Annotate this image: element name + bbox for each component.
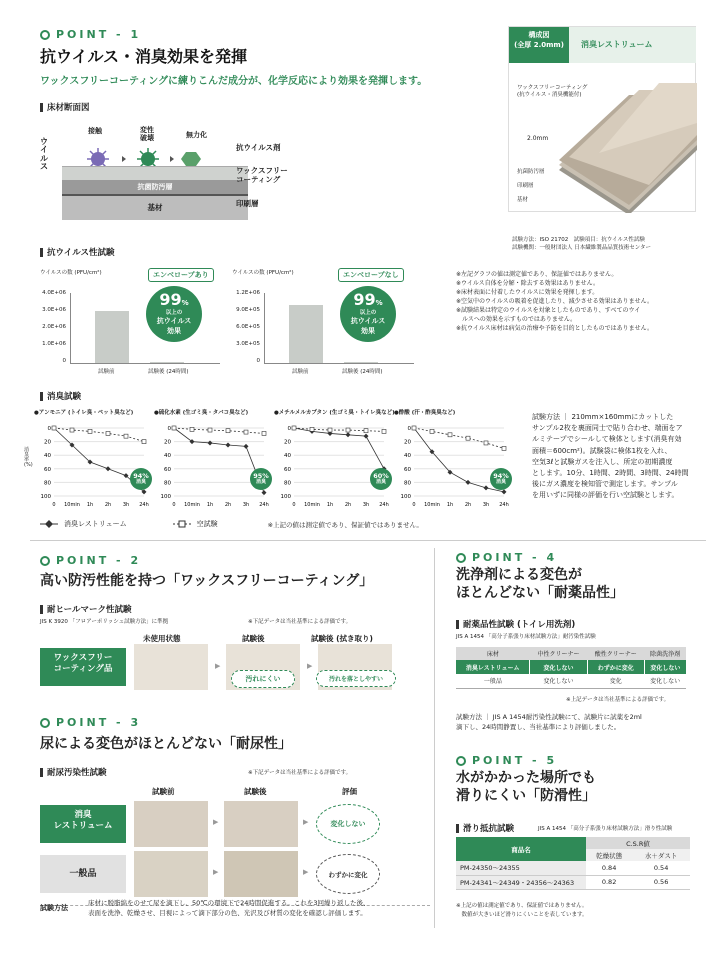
odor-method-line: 後にガス濃度を検知管で測定します。サンプル bbox=[532, 480, 678, 489]
chart2-tick: 3.0E+05 bbox=[236, 341, 260, 347]
odor-chart-title: ●酢酸 (汗・酢臭臭など) bbox=[394, 410, 456, 416]
table-cell: 一般品 bbox=[483, 678, 502, 686]
odor-method-line: サンプル2枚を裏面同士で貼り合わせ、端面をア bbox=[532, 424, 683, 433]
p3-r1-before bbox=[134, 801, 208, 847]
x-tick-label: 24h bbox=[379, 502, 389, 508]
y-tick-label: 60 bbox=[44, 466, 51, 473]
y-tick-label: 20 bbox=[284, 439, 291, 446]
table-cell: PM-24341〜24349・24356〜24363 bbox=[456, 875, 586, 889]
cross-section-diagram bbox=[40, 118, 310, 233]
odor-method-line: ルミテープでシールして検体とします(消臭有効 bbox=[532, 435, 682, 444]
p3-r2-before bbox=[134, 851, 208, 897]
virus-note: ※抗ウイルス床材は病気の治療や予防を目的としたものではありません。 bbox=[456, 325, 654, 332]
base-layer: 基材 bbox=[62, 196, 248, 220]
chart1-tick: 0 bbox=[62, 358, 66, 364]
odor-method-line: 面積＝600cm²)。試験袋に検体1枚を入れ、 bbox=[532, 446, 672, 455]
point5-title: 水がかかった場所でも 滑りにくい「防滑性」 bbox=[456, 770, 596, 804]
chart1-b1: 以上の bbox=[165, 310, 183, 316]
p3-r2-eval: わずかに変化 bbox=[316, 854, 380, 894]
table-header: 商品名 bbox=[456, 837, 586, 861]
data-point-product bbox=[364, 434, 369, 439]
legend-note: ※上記の値は測定値であり、保証値ではありません。 bbox=[267, 520, 423, 529]
odor-chart-svg bbox=[152, 418, 270, 520]
data-point-product bbox=[466, 480, 471, 485]
y-tick-label: 20 bbox=[404, 439, 411, 446]
chart1-tick: 3.0E+06 bbox=[42, 307, 66, 313]
point3-label: POINT - 3 bbox=[56, 716, 142, 729]
p2-col1: 未使用状態 bbox=[143, 634, 181, 643]
arrow-right-icon: ▶ bbox=[213, 868, 219, 876]
data-point-product bbox=[244, 444, 249, 449]
data-point-blank bbox=[226, 429, 230, 433]
p5-heading bbox=[456, 822, 514, 834]
odor-chart-title: ●硫化水素 (生ゴミ臭・タバコ臭など) bbox=[154, 410, 249, 416]
virus-heading-label: 抗ウイルス性試験 bbox=[47, 248, 115, 258]
odor-chart bbox=[152, 408, 270, 518]
cross-section-label: 床材断面図 bbox=[47, 103, 90, 113]
data-point-blank bbox=[292, 426, 296, 430]
chart2-b3: 効果 bbox=[361, 327, 375, 335]
data-point-blank bbox=[190, 427, 194, 431]
p3-r2-after bbox=[224, 851, 298, 897]
p4-std: JIS A 1454 「高分子系張り床材試験方法」耐汚染性試験 bbox=[456, 634, 596, 640]
chart1-pctsub: % bbox=[181, 299, 189, 307]
chart2-pct: 99 bbox=[353, 290, 376, 309]
point2-title: 高い防汚性能を持つ「ワックスフリーコーティング」 bbox=[40, 573, 374, 589]
table-cell: 変化しない bbox=[543, 678, 574, 686]
p5-table bbox=[456, 837, 690, 890]
point5-label: POINT - 5 bbox=[472, 754, 558, 767]
chart2-tag: エンベロープなし bbox=[338, 268, 404, 282]
arrow-right-icon: ▶ bbox=[213, 818, 219, 826]
p3-note: ※下記データは当社基準による評価です。 bbox=[248, 770, 352, 776]
x-tick-label: 10min bbox=[424, 502, 440, 508]
chart2-badge bbox=[340, 286, 396, 342]
x-tick-label: 0 bbox=[412, 502, 416, 508]
p5-note: 数値が大きいほど滑りにくいことを表しています。 bbox=[456, 911, 588, 918]
series-line-blank bbox=[174, 428, 264, 433]
chart1-baseline bbox=[70, 363, 220, 364]
data-point-blank bbox=[502, 446, 506, 450]
arrow-right-icon: ▶ bbox=[303, 868, 309, 876]
p3-col3: 評価 bbox=[342, 787, 357, 796]
odor-heading-label: 消臭試験 bbox=[47, 392, 82, 402]
table-header: 床材 bbox=[486, 651, 499, 658]
point4-header bbox=[456, 551, 557, 564]
chart2-x0: 試験前 bbox=[292, 369, 309, 375]
x-tick-label: 0 bbox=[172, 502, 176, 508]
p5-heading-label: 滑り抵抗試験 bbox=[463, 824, 515, 834]
y-tick-label: 0 bbox=[287, 426, 291, 432]
chart2-tick: 0 bbox=[256, 358, 260, 364]
point1-title: 抗ウイルス・消臭効果を発揮 bbox=[40, 47, 248, 66]
x-tick-label: 2h bbox=[224, 502, 232, 508]
structure-tag: 構成図 (全厚 2.0mm) bbox=[509, 27, 569, 63]
chart1-b3: 効果 bbox=[167, 327, 181, 335]
data-point-blank bbox=[364, 429, 368, 433]
p3-col1: 試験前 bbox=[152, 787, 175, 796]
y-tick-label: 60 bbox=[284, 466, 291, 473]
x-tick-label: 3h bbox=[122, 502, 130, 508]
table-cell: PM-24350〜24355 bbox=[456, 861, 586, 875]
point1-lead: ワックスフリーコーティングに練りこんだ成分が、化学反応により効果を発揮します。 bbox=[40, 76, 428, 87]
arrow-right-icon: ▶ bbox=[215, 662, 221, 670]
table-cell: 0.82 bbox=[601, 878, 617, 886]
p5-note: ※上記の値は測定値であり、保証値ではありません。 bbox=[456, 903, 588, 909]
chart2-b2: 抗ウイルス bbox=[350, 317, 386, 325]
chart1-b2: 抗ウイルス bbox=[156, 317, 192, 325]
data-point-blank bbox=[106, 431, 110, 435]
chart2-tick: 1.2E+06 bbox=[236, 290, 260, 296]
p2-col3: 試験後 (拭き取り) bbox=[311, 634, 373, 643]
x-tick-label: 1h bbox=[206, 502, 214, 508]
x-tick-label: 3h bbox=[362, 502, 370, 508]
table-cell: 消臭レストリューム bbox=[456, 660, 530, 674]
p3-heading bbox=[40, 766, 107, 778]
arrow-right-icon: ▶ bbox=[307, 662, 313, 670]
structure-l3: 基材 bbox=[517, 197, 529, 203]
table-cell: わずかに変化 bbox=[587, 660, 644, 674]
step-contact: 接触 bbox=[88, 127, 102, 135]
x-tick-label: 10min bbox=[64, 502, 80, 508]
chart1-x1: 試験後 (24時間) bbox=[148, 369, 189, 375]
chart2-bar-after bbox=[344, 362, 378, 363]
virus-note: ※ウイルス自体を分解・除去する効果はありません。 bbox=[456, 280, 600, 287]
data-point-blank bbox=[430, 429, 434, 433]
table-cell: 変化 bbox=[609, 678, 622, 686]
chart1-pct: 99 bbox=[159, 290, 182, 309]
p3-heading-label: 耐尿汚染性試験 bbox=[47, 768, 107, 778]
y-tick-label: 100 bbox=[160, 494, 171, 500]
structure-l1: 抗菌防汚層 bbox=[517, 169, 545, 175]
structure-wax-label: ワックスフリーコーティング (抗ウイルス・消臭機能付) bbox=[517, 85, 588, 99]
y-tick-label: 60 bbox=[404, 466, 411, 473]
coating-layer bbox=[62, 166, 248, 180]
data-point-blank bbox=[262, 431, 266, 435]
y-tick-label: 0 bbox=[47, 426, 51, 432]
p3-row2-label: 一般品 bbox=[40, 855, 126, 893]
odor-result-badge bbox=[490, 468, 512, 490]
odor-chart-svg bbox=[32, 418, 150, 520]
virus-heading bbox=[40, 246, 115, 258]
chart1-axis bbox=[70, 293, 71, 363]
table-header: 水＋ダスト bbox=[644, 851, 678, 860]
p3-col2: 試験後 bbox=[244, 787, 267, 796]
data-point-product bbox=[262, 490, 267, 495]
chart2-b1: 以上の bbox=[359, 310, 377, 316]
y-tick-label: 100 bbox=[40, 494, 51, 500]
odor-ylabel: 消臭率(%) bbox=[24, 447, 33, 468]
data-point-blank bbox=[310, 427, 314, 431]
point-circle-icon bbox=[456, 756, 466, 766]
p3-method: 床材に脱脂綿をのせて尿を滴下し、50℃の環境下で24時間促進する。これを3回繰り返した後、 表面を洗浄、乾燥させ、目視によって滴下部分の色、光沢及び材質の変化を確認し評価します。 bbox=[88, 899, 370, 918]
virus-method: 試験方法：ISO 21702 試験項目：抗ウイルス性試験 試験機関：一般財団法人 日本繊維製品品質技術センター bbox=[512, 237, 652, 252]
data-point-blank bbox=[382, 429, 386, 433]
divider bbox=[30, 540, 706, 541]
odor-legend bbox=[40, 519, 423, 529]
step-neutralize: 無力化 bbox=[186, 131, 207, 139]
point1-header bbox=[40, 28, 141, 41]
x-tick-label: 2h bbox=[104, 502, 112, 508]
cross-section-heading bbox=[40, 101, 90, 113]
chart1-bar-before bbox=[95, 311, 129, 364]
structure-figure bbox=[508, 26, 696, 212]
series-line-blank bbox=[54, 428, 144, 442]
point2-header bbox=[40, 554, 141, 567]
print-label: 印刷層 bbox=[236, 199, 259, 208]
table-row bbox=[456, 837, 690, 849]
table-cell: 変化しない bbox=[530, 660, 587, 674]
chart1-bar-after bbox=[150, 362, 184, 363]
odor-chart bbox=[272, 408, 395, 518]
point4-label: POINT - 4 bbox=[472, 551, 558, 564]
legend-blank: 空試験 bbox=[196, 520, 218, 528]
odor-heading bbox=[40, 390, 81, 402]
virus-note: ルスへの効果を示すものではありません。 bbox=[456, 316, 577, 323]
x-tick-label: 1h bbox=[446, 502, 454, 508]
y-tick-label: 0 bbox=[167, 426, 171, 432]
x-tick-label: 0 bbox=[52, 502, 56, 508]
odor-result-badge bbox=[370, 468, 392, 490]
badge-pct: 60% bbox=[373, 472, 389, 481]
y-tick-label: 20 bbox=[164, 439, 171, 446]
p4-method: 試験方法 ｜ JIS A 1454耐汚染性試験にて、試験片に試薬を2ml 滴下し、24時間静置し、当社基準により評価しました。 bbox=[456, 713, 642, 732]
x-tick-label: 3h bbox=[242, 502, 250, 508]
badge-label: 消臭 bbox=[255, 478, 266, 485]
data-point-blank bbox=[448, 433, 452, 437]
data-point-blank bbox=[124, 434, 128, 438]
column-divider bbox=[434, 548, 435, 928]
table-header: 中性クリーナー bbox=[537, 651, 580, 658]
chart2-tick: 9.0E+05 bbox=[236, 307, 260, 313]
point3-title: 尿による変色がほとんどない「耐尿性」 bbox=[40, 736, 292, 752]
data-point-blank bbox=[142, 440, 146, 444]
virus-note: ※空気中のウイルスの吸着を促進したり、減少させる効果はありません。 bbox=[456, 298, 654, 305]
y-tick-label: 80 bbox=[404, 480, 411, 487]
point1-label: POINT - 1 bbox=[56, 28, 142, 41]
data-point-blank bbox=[328, 428, 332, 432]
point3-header bbox=[40, 716, 141, 729]
chart1-tick: 4.0E+06 bbox=[42, 290, 66, 296]
odor-result-badge bbox=[130, 468, 152, 490]
chart2-x1: 試験後 (24時間) bbox=[342, 369, 383, 375]
virus-chart-2 bbox=[232, 268, 422, 378]
chart2-ylabel: ウイルスの数 (PFU/cm²) bbox=[232, 270, 294, 276]
chart2-baseline bbox=[264, 363, 414, 364]
point5-header bbox=[456, 754, 557, 767]
badge-pct: 94% bbox=[493, 472, 509, 481]
structure-thickness: 2.0mm bbox=[527, 135, 549, 142]
data-point-blank bbox=[484, 441, 488, 445]
table-cell: 0.56 bbox=[653, 878, 669, 886]
badge-label: 消臭 bbox=[495, 478, 506, 485]
x-tick-label: 1h bbox=[326, 502, 334, 508]
chart1-x0: 試験前 bbox=[98, 369, 115, 375]
y-tick-label: 40 bbox=[164, 453, 171, 460]
x-tick-label: 2h bbox=[464, 502, 472, 508]
y-tick-label: 40 bbox=[44, 453, 51, 460]
x-tick-label: 10min bbox=[304, 502, 320, 508]
virus-notes bbox=[456, 270, 706, 333]
p3-row1-label: 消臭 レストリューム bbox=[40, 805, 126, 843]
data-point-blank bbox=[70, 428, 74, 432]
data-point-blank bbox=[412, 426, 416, 430]
data-point-blank bbox=[208, 428, 212, 432]
p2-heading-label: 耐ヒールマーク性試験 bbox=[47, 605, 132, 615]
y-tick-label: 80 bbox=[164, 480, 171, 487]
p2-col2: 試験後 bbox=[242, 634, 265, 643]
data-point-blank bbox=[52, 426, 56, 430]
badge-label: 消臭 bbox=[135, 478, 146, 485]
table-row bbox=[456, 647, 686, 660]
data-point-blank bbox=[88, 429, 92, 433]
table-row bbox=[456, 861, 690, 875]
chart2-tick: 6.0E+05 bbox=[236, 324, 260, 330]
point-circle-icon bbox=[456, 553, 466, 563]
odor-chart-svg bbox=[392, 418, 510, 520]
chart1-ylabel: ウイルスの数 (PFU/cm²) bbox=[40, 270, 102, 276]
x-tick-label: 10min bbox=[184, 502, 200, 508]
p4-heading bbox=[456, 618, 575, 630]
x-tick-label: 1h bbox=[86, 502, 94, 508]
p4-heading-label: 耐薬品性試験 (トイレ用洗剤) bbox=[463, 620, 576, 630]
p5-notes bbox=[456, 902, 588, 920]
badge-pct: 95% bbox=[253, 472, 269, 481]
point-circle-icon bbox=[40, 556, 50, 566]
arrow-right-icon: ▶ bbox=[303, 818, 309, 826]
x-tick-label: 2h bbox=[344, 502, 352, 508]
table-header: 乾燥状態 bbox=[596, 851, 623, 860]
chart1-tick: 2.0E+06 bbox=[42, 324, 66, 330]
odor-method-line: 試験方法 ｜ 210mm×160mmにカットした bbox=[532, 413, 674, 421]
odor-charts bbox=[24, 408, 512, 518]
virus-note: ※試験結果は特定のウイルスを対象としたものであり、すべてのウイ bbox=[456, 307, 641, 314]
x-tick-label: 24h bbox=[499, 502, 509, 508]
p2-note: ※下記データは当社基準による評価です。 bbox=[248, 619, 352, 625]
chart1-tag: エンベロープあり bbox=[148, 268, 214, 282]
data-point-product bbox=[484, 485, 489, 490]
antibacterial-layer: 抗菌防汚層 bbox=[62, 180, 248, 194]
virus-note: ※左記グラフの値は測定値であり、保証値ではありません。 bbox=[456, 271, 618, 278]
y-tick-label: 40 bbox=[404, 453, 411, 460]
chart1-badge bbox=[146, 286, 202, 342]
y-tick-label: 100 bbox=[400, 494, 411, 500]
data-point-blank bbox=[172, 426, 176, 430]
p2-eval-1: 汚れにくい bbox=[231, 670, 295, 688]
x-tick-label: 24h bbox=[259, 502, 269, 508]
p4-note: ※上記データは当社基準による評価です。 bbox=[566, 697, 670, 703]
series-line-product bbox=[294, 428, 384, 469]
wax-label: ワックスフリー コーティング bbox=[236, 166, 288, 185]
p3-method-label: 試験方法 bbox=[40, 904, 68, 912]
odor-method-line: 空気3ℓと試験ガスを注入し、所定の初期濃度 bbox=[532, 457, 673, 466]
legend-solid-diamond-icon bbox=[40, 520, 58, 528]
table-cell: 0.54 bbox=[653, 863, 669, 872]
point2-label: POINT - 2 bbox=[56, 554, 142, 567]
y-tick-label: 40 bbox=[284, 453, 291, 460]
odor-chart bbox=[392, 408, 510, 518]
chart2-bar-before bbox=[289, 305, 323, 363]
p2-heading bbox=[40, 603, 132, 615]
y-tick-label: 100 bbox=[280, 494, 291, 500]
point4-title: 洗浄剤による変色が ほとんどない「耐薬品性」 bbox=[456, 567, 624, 601]
data-point-product bbox=[106, 466, 111, 471]
p3-r1-eval: 変化しない bbox=[316, 804, 380, 844]
y-tick-label: 0 bbox=[407, 426, 411, 432]
legend-product: 消臭レストリューム bbox=[64, 520, 127, 528]
y-tick-label: 60 bbox=[164, 466, 171, 473]
x-tick-label: 3h bbox=[482, 502, 490, 508]
virus-chart-1 bbox=[40, 268, 230, 378]
odor-method bbox=[532, 412, 712, 502]
virus-note: ※床材表面に付着したウイルスに効果を発揮します。 bbox=[456, 289, 599, 296]
odor-result-badge bbox=[250, 468, 272, 490]
odor-chart-title: ●アンモニア (トイレ臭・ペット臭など) bbox=[34, 410, 134, 416]
odor-method-line: を用いずに同様の評価を行い空試験とします。 bbox=[532, 491, 679, 500]
chart1-tick: 1.0E+06 bbox=[42, 341, 66, 347]
legend-dashed-square-icon bbox=[173, 520, 191, 528]
step-denature: 変性 破壊 bbox=[140, 126, 154, 143]
table-header: C.S.R値 bbox=[586, 837, 690, 849]
point-circle-icon bbox=[40, 30, 50, 40]
y-tick-label: 20 bbox=[44, 439, 51, 446]
odor-chart-title: ●メチルメルカプタン (生ゴミ臭・トイレ臭など) bbox=[274, 410, 395, 416]
p2-eval-2: 汚れを落としやすい bbox=[316, 670, 396, 687]
table-cell: 変化しない bbox=[650, 678, 681, 686]
table-header: 酸性クリーナー bbox=[594, 651, 637, 658]
data-point-blank bbox=[244, 430, 248, 434]
structure-l2: 印刷層 bbox=[517, 183, 534, 189]
y-tick-label: 80 bbox=[284, 480, 291, 487]
p3-r1-after bbox=[224, 801, 298, 847]
data-point-blank bbox=[466, 436, 470, 440]
table-row bbox=[456, 660, 686, 674]
y-tick-label: 80 bbox=[44, 480, 51, 487]
data-point-product bbox=[226, 443, 231, 448]
p2-std: JIS K 3920 「フロアーポリッシュ試験方法」に準拠 bbox=[40, 619, 169, 625]
odor-chart bbox=[24, 408, 150, 518]
chart2-pctsub: % bbox=[375, 299, 383, 307]
virus-vertical-label: ウイルス bbox=[40, 137, 48, 172]
badge-label: 消臭 bbox=[375, 478, 386, 485]
chart2-axis bbox=[264, 293, 265, 363]
structure-name: 消臭レストリューム bbox=[569, 27, 696, 63]
point-circle-icon bbox=[40, 718, 50, 728]
odor-chart-svg bbox=[272, 418, 390, 520]
odor-method-line: とします。10分、1時間、2時間、3時間、24時間 bbox=[532, 468, 689, 477]
data-point-product bbox=[502, 489, 507, 494]
x-tick-label: 24h bbox=[139, 502, 149, 508]
p2-swatch-unused bbox=[134, 644, 208, 690]
p4-table bbox=[456, 647, 686, 689]
p5-std: JIS A 1454 「高分子系張り床材試験方法」滑り性試験 bbox=[538, 826, 673, 832]
table-cell: 変化しない bbox=[644, 660, 686, 674]
table-cell: 0.84 bbox=[601, 863, 617, 872]
table-row bbox=[456, 674, 686, 688]
data-point-product bbox=[346, 432, 351, 437]
data-point-blank bbox=[346, 428, 350, 432]
p2-row-label: ワックスフリー コーティング品 bbox=[40, 648, 126, 686]
badge-pct: 94% bbox=[133, 472, 149, 481]
table-header: 除菌洗浄剤 bbox=[650, 651, 681, 658]
x-tick-label: 0 bbox=[292, 502, 296, 508]
table-row bbox=[456, 875, 690, 889]
agent-label: 抗ウイルス剤 bbox=[236, 143, 281, 152]
